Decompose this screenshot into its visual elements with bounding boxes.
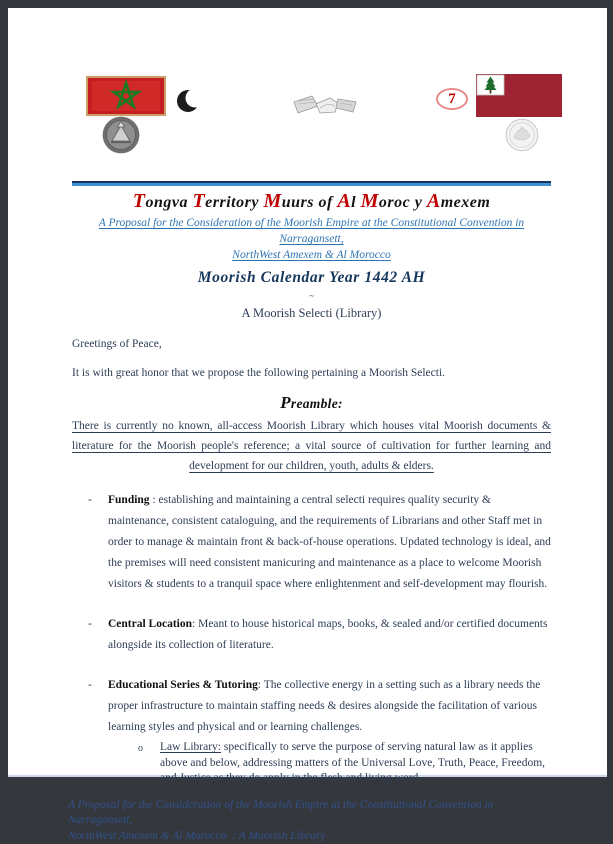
selecti-subheading: A Moorish Selecti (Library) — [72, 306, 551, 321]
bullet-educational-series-text: The collective energy in a setting such as a library needs the proper infrastructure to maintain staffing needs & desires alongside the facilitation of various learning styles and physical and or learning challenges. — [108, 679, 540, 733]
sub-bullet-list — [108, 740, 551, 787]
seven-stamp-number: 7 — [448, 92, 456, 107]
morocco-flag-image — [86, 76, 166, 116]
bullet-educational-series — [88, 675, 551, 787]
tilde-mark: ~ — [72, 292, 551, 301]
dash-bullet-marker: - — [88, 490, 92, 511]
sub-bullet-law-library-label: Law Library: — [160, 741, 221, 753]
bullet-central-location-label: Central Location — [108, 618, 192, 630]
proposal-subtitle — [72, 215, 551, 263]
footer-line1: A Proposal for the Consideration of the Moorish Empire at the Constitutional Convention in Narragansett, — [68, 799, 496, 827]
preamble-text: There is currently no known, all-access Moorish Library which houses vital Moorish documents & literature for the Moorish people's reference; a vital source of cultivation for further learning and development for our children, youth, adults & elders. — [72, 416, 551, 476]
bullet-central-location — [88, 614, 551, 656]
pine-tree-flag-image — [476, 74, 562, 117]
sub-bullet-law-library — [136, 740, 551, 787]
proposal-subtitle-line1: A Proposal for the Consideration of the Moorish Empire at the Constitutional Convention in Narragansett, — [72, 215, 551, 247]
blue-divider-line — [72, 181, 551, 186]
eagle-seal-image — [505, 118, 539, 152]
crescent-moon-icon — [176, 88, 204, 114]
bullet-list — [72, 490, 551, 787]
bullet-central-location-sep: : — [192, 618, 198, 630]
footer-line2: NorthWest Amexem & Al Morocco : A Moorish Library — [68, 830, 325, 842]
proposal-subtitle-line2: NorthWest Amexem & Al Morocco — [72, 247, 551, 263]
bullet-educational-series-label: Educational Series & Tutoring — [108, 679, 258, 691]
document-page — [8, 8, 607, 777]
circle-bullet-marker: o — [138, 741, 143, 757]
intro-line: It is with great honor that we propose the following pertaining a Moorish Selecti. — [72, 363, 551, 384]
bullet-educational-series-sep: : — [258, 679, 264, 691]
footer-proposal-line — [68, 798, 551, 844]
bullet-funding — [88, 490, 551, 595]
bullet-central-location-text: Meant to house historical maps, books, & sealed and/or certified documents alongside its collection of literature. — [108, 618, 547, 651]
pyramid-seal-image — [102, 116, 140, 154]
grayscale-handshake-image — [290, 92, 362, 120]
greeting-line: Greetings of Peace, — [72, 334, 551, 355]
preamble-heading: Preamble: — [72, 393, 551, 413]
dash-bullet-marker: - — [88, 675, 92, 696]
document-title: Tongva Territory Muurs of Al Moroc y Amexem — [72, 190, 551, 213]
bullet-funding-sep: : — [150, 494, 159, 506]
dash-bullet-marker: - — [88, 614, 92, 635]
sub-bullet-law-library-text: specifically to serve the purpose of serving natural law as it applies above and below, addressing matters of the Universal Love, Truth, Peace, Freedom, and Justice as they do apply in the flesh and living word. — [160, 741, 545, 784]
bullet-funding-text: establishing and maintaining a central selecti requires quality security & maintenance, consistent cataloguing, and the requirements of Librarians and other Staff met in order to manage & maintain front & back-of-house operations. Updated technology is ideal, and the premises will need consistent manicuring and maintenance as a place to welcome Moorish visitors & students to a tranquil space where enlightenment and self-development may flourish. — [108, 494, 551, 590]
seven-stamp — [436, 88, 468, 110]
calendar-year-heading: Moorish Calendar Year 1442 AH — [72, 269, 551, 287]
document-body — [72, 181, 551, 844]
header-images — [8, 8, 607, 181]
bullet-funding-label: Funding — [108, 494, 150, 506]
